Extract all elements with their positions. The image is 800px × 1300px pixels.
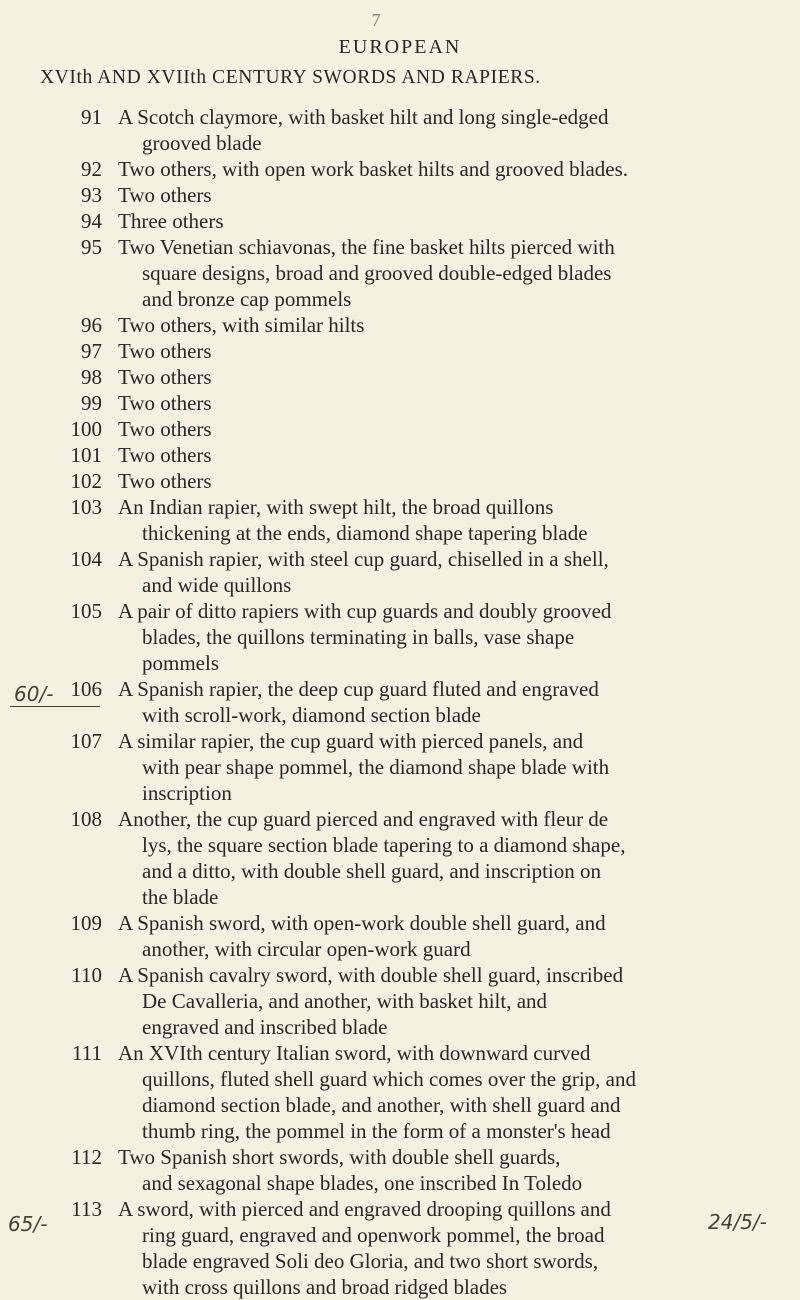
lot-description-line: square designs, broad and grooved double-edged blades <box>142 261 612 285</box>
lot-entry <box>0 338 800 364</box>
lot-description <box>118 312 716 338</box>
lot-description <box>118 598 716 676</box>
lot-entry <box>0 104 800 156</box>
lot-description-line: and sexagonal shape blades, one inscribed In Toledo <box>142 1171 583 1195</box>
lot-entry <box>0 962 800 1040</box>
lot-description-line: Two others, with similar hilts <box>118 313 365 337</box>
lot-entry <box>0 806 800 910</box>
lot-description-line: grooved blade <box>142 131 262 155</box>
lot-description <box>118 1144 716 1196</box>
lot-description <box>118 1040 716 1144</box>
lot-description <box>118 494 716 546</box>
lot-entry <box>0 156 800 182</box>
lot-description <box>118 676 716 728</box>
lot-description-line: and a ditto, with double shell guard, and inscription on <box>142 859 602 883</box>
lot-description-line: A Spanish rapier, with steel cup guard, chiselled in a shell, <box>118 547 609 571</box>
section-heading: EUROPEAN <box>338 36 462 58</box>
lot-description-line: with pear shape pommel, the diamond shape blade with <box>142 755 610 779</box>
lot-description-line: Two others, with open work basket hilts and grooved blades. <box>118 157 629 181</box>
lot-number: 108 <box>70 807 102 831</box>
lot-description-line: An Indian rapier, with swept hilt, the broad quillons <box>118 495 554 519</box>
lot-description-line: engraved and inscribed blade <box>142 1015 388 1039</box>
lot-description-line: blades, the quillons terminating in balls, vase shape <box>142 625 575 649</box>
lot-entry <box>0 312 800 338</box>
lot-description-line: A Spanish rapier, the deep cup guard fluted and engraved <box>118 677 599 701</box>
lot-description-line: A pair of ditto rapiers with cup guards and doubly grooved <box>118 599 612 623</box>
lot-description-line: Two others <box>118 365 212 389</box>
lot-description-line: Two others <box>118 339 212 363</box>
lot-number: 100 <box>70 417 102 441</box>
lot-description-line: Two others <box>118 417 212 441</box>
lot-description <box>118 468 716 494</box>
lot-entry <box>0 416 800 442</box>
lot-number: 102 <box>70 469 102 493</box>
lot-number: 93 <box>81 183 102 207</box>
lot-description-line: thickening at the ends, diamond shape tapering blade <box>142 521 588 545</box>
lot-number: 97 <box>81 339 102 363</box>
lot-number: 105 <box>70 599 102 623</box>
lot-description <box>118 442 716 468</box>
margin-note-113: 65/- <box>8 1212 48 1236</box>
lot-description-line: A sword, with pierced and engraved drooping quillons and <box>118 1197 611 1221</box>
lot-entry <box>0 390 800 416</box>
margin-note-106: 60/- <box>14 682 54 706</box>
lot-entry <box>0 676 800 728</box>
lot-entry <box>0 234 800 312</box>
lot-number: 107 <box>70 729 102 753</box>
lot-number: 103 <box>70 495 102 519</box>
bracket-line-106 <box>10 706 100 707</box>
lot-description-line: A Scotch claymore, with basket hilt and long single-edged <box>118 105 609 129</box>
margin-note-113-right: 24/5/- <box>708 1210 767 1234</box>
lot-number: 101 <box>70 443 102 467</box>
lot-description-line: Two Venetian schiavonas, the fine basket hilts pierced with <box>118 235 615 259</box>
lot-description-line: thumb ring, the pommel in the form of a monster's head <box>142 1119 611 1143</box>
lot-description-line: with scroll-work, diamond section blade <box>142 703 481 727</box>
lot-number: 112 <box>71 1145 102 1169</box>
lot-description-line: An XVIth century Italian sword, with downward curved <box>118 1041 591 1065</box>
lot-number: 104 <box>70 547 102 571</box>
lot-description-line: Another, the cup guard pierced and engraved with fleur de <box>118 807 609 831</box>
lot-entry <box>0 182 800 208</box>
lot-entry <box>0 442 800 468</box>
lot-description-line: A Spanish cavalry sword, with double shell guard, inscribed <box>118 963 624 987</box>
lot-description <box>118 104 716 156</box>
lot-entry <box>0 546 800 598</box>
lot-number: 99 <box>81 391 102 415</box>
lot-description-line: blade engraved Soli deo Gloria, and two short swords, <box>142 1249 599 1273</box>
lot-list <box>0 104 800 1300</box>
lot-entry <box>0 364 800 390</box>
lot-description <box>118 364 716 390</box>
lot-description-line: Two Spanish short swords, with double shell guards, <box>118 1145 561 1169</box>
lot-number: 110 <box>71 963 102 987</box>
lot-description <box>118 338 716 364</box>
lot-description-line: and wide quillons <box>142 573 292 597</box>
lot-entry <box>0 728 800 806</box>
lot-description-line: Three others <box>118 209 224 233</box>
lot-description-line: lys, the square section blade tapering to a diamond shape, <box>142 833 626 857</box>
lot-description-line: the blade <box>142 885 219 909</box>
lot-description <box>118 1196 716 1300</box>
lot-description-line: diamond section blade, and another, with shell guard and <box>142 1093 621 1117</box>
lot-number: 106 <box>70 677 102 701</box>
lot-number: 113 <box>71 1197 102 1221</box>
page-number: 7 <box>371 10 381 30</box>
lot-description <box>118 910 716 962</box>
lot-description-line: ring guard, engraved and openwork pommel, the broad <box>142 1223 605 1247</box>
lot-description-line: Two others <box>118 469 212 493</box>
lot-number: 96 <box>81 313 102 337</box>
lot-description-line: De Cavalleria, and another, with basket hilt, and <box>142 989 548 1013</box>
lot-description <box>118 234 716 312</box>
lot-description-line: Two others <box>118 183 212 207</box>
lot-description-line: another, with circular open-work guard <box>142 937 471 961</box>
lot-entry <box>0 1144 800 1196</box>
lot-description-line: A Spanish sword, with open-work double shell guard, and <box>118 911 606 935</box>
lot-number: 98 <box>81 365 102 389</box>
lot-number: 91 <box>81 105 102 129</box>
lot-description <box>118 416 716 442</box>
lot-description <box>118 962 716 1040</box>
lot-description <box>118 182 716 208</box>
lot-description-line: quillons, fluted shell guard which comes over the grip, and <box>142 1067 636 1091</box>
lot-description-line: Two others <box>118 443 212 467</box>
lot-description-line: Two others <box>118 391 212 415</box>
lot-number: 111 <box>72 1041 102 1065</box>
section-subheading: XVIth AND XVIIth CENTURY SWORDS AND RAPIERS. <box>40 67 541 88</box>
lot-number: 92 <box>81 157 102 181</box>
lot-description <box>118 728 716 806</box>
lot-description <box>118 546 716 598</box>
lot-description <box>118 156 716 182</box>
lot-entry <box>0 598 800 676</box>
lot-entry <box>0 1196 800 1300</box>
lot-description <box>118 208 716 234</box>
lot-number: 95 <box>81 235 102 259</box>
lot-description <box>118 806 716 910</box>
lot-description-line: pommels <box>142 651 219 675</box>
lot-entry <box>0 494 800 546</box>
lot-entry <box>0 468 800 494</box>
lot-description-line: with cross quillons and broad ridged blades <box>142 1275 508 1299</box>
lot-description-line: and bronze cap pommels <box>142 287 352 311</box>
lot-description-line: inscription <box>142 781 232 805</box>
lot-number: 109 <box>70 911 102 935</box>
lot-description-line: A similar rapier, the cup guard with pierced panels, and <box>118 729 584 753</box>
lot-description <box>118 390 716 416</box>
lot-entry <box>0 910 800 962</box>
lot-entry <box>0 1040 800 1144</box>
lot-entry <box>0 208 800 234</box>
lot-number: 94 <box>81 209 102 233</box>
